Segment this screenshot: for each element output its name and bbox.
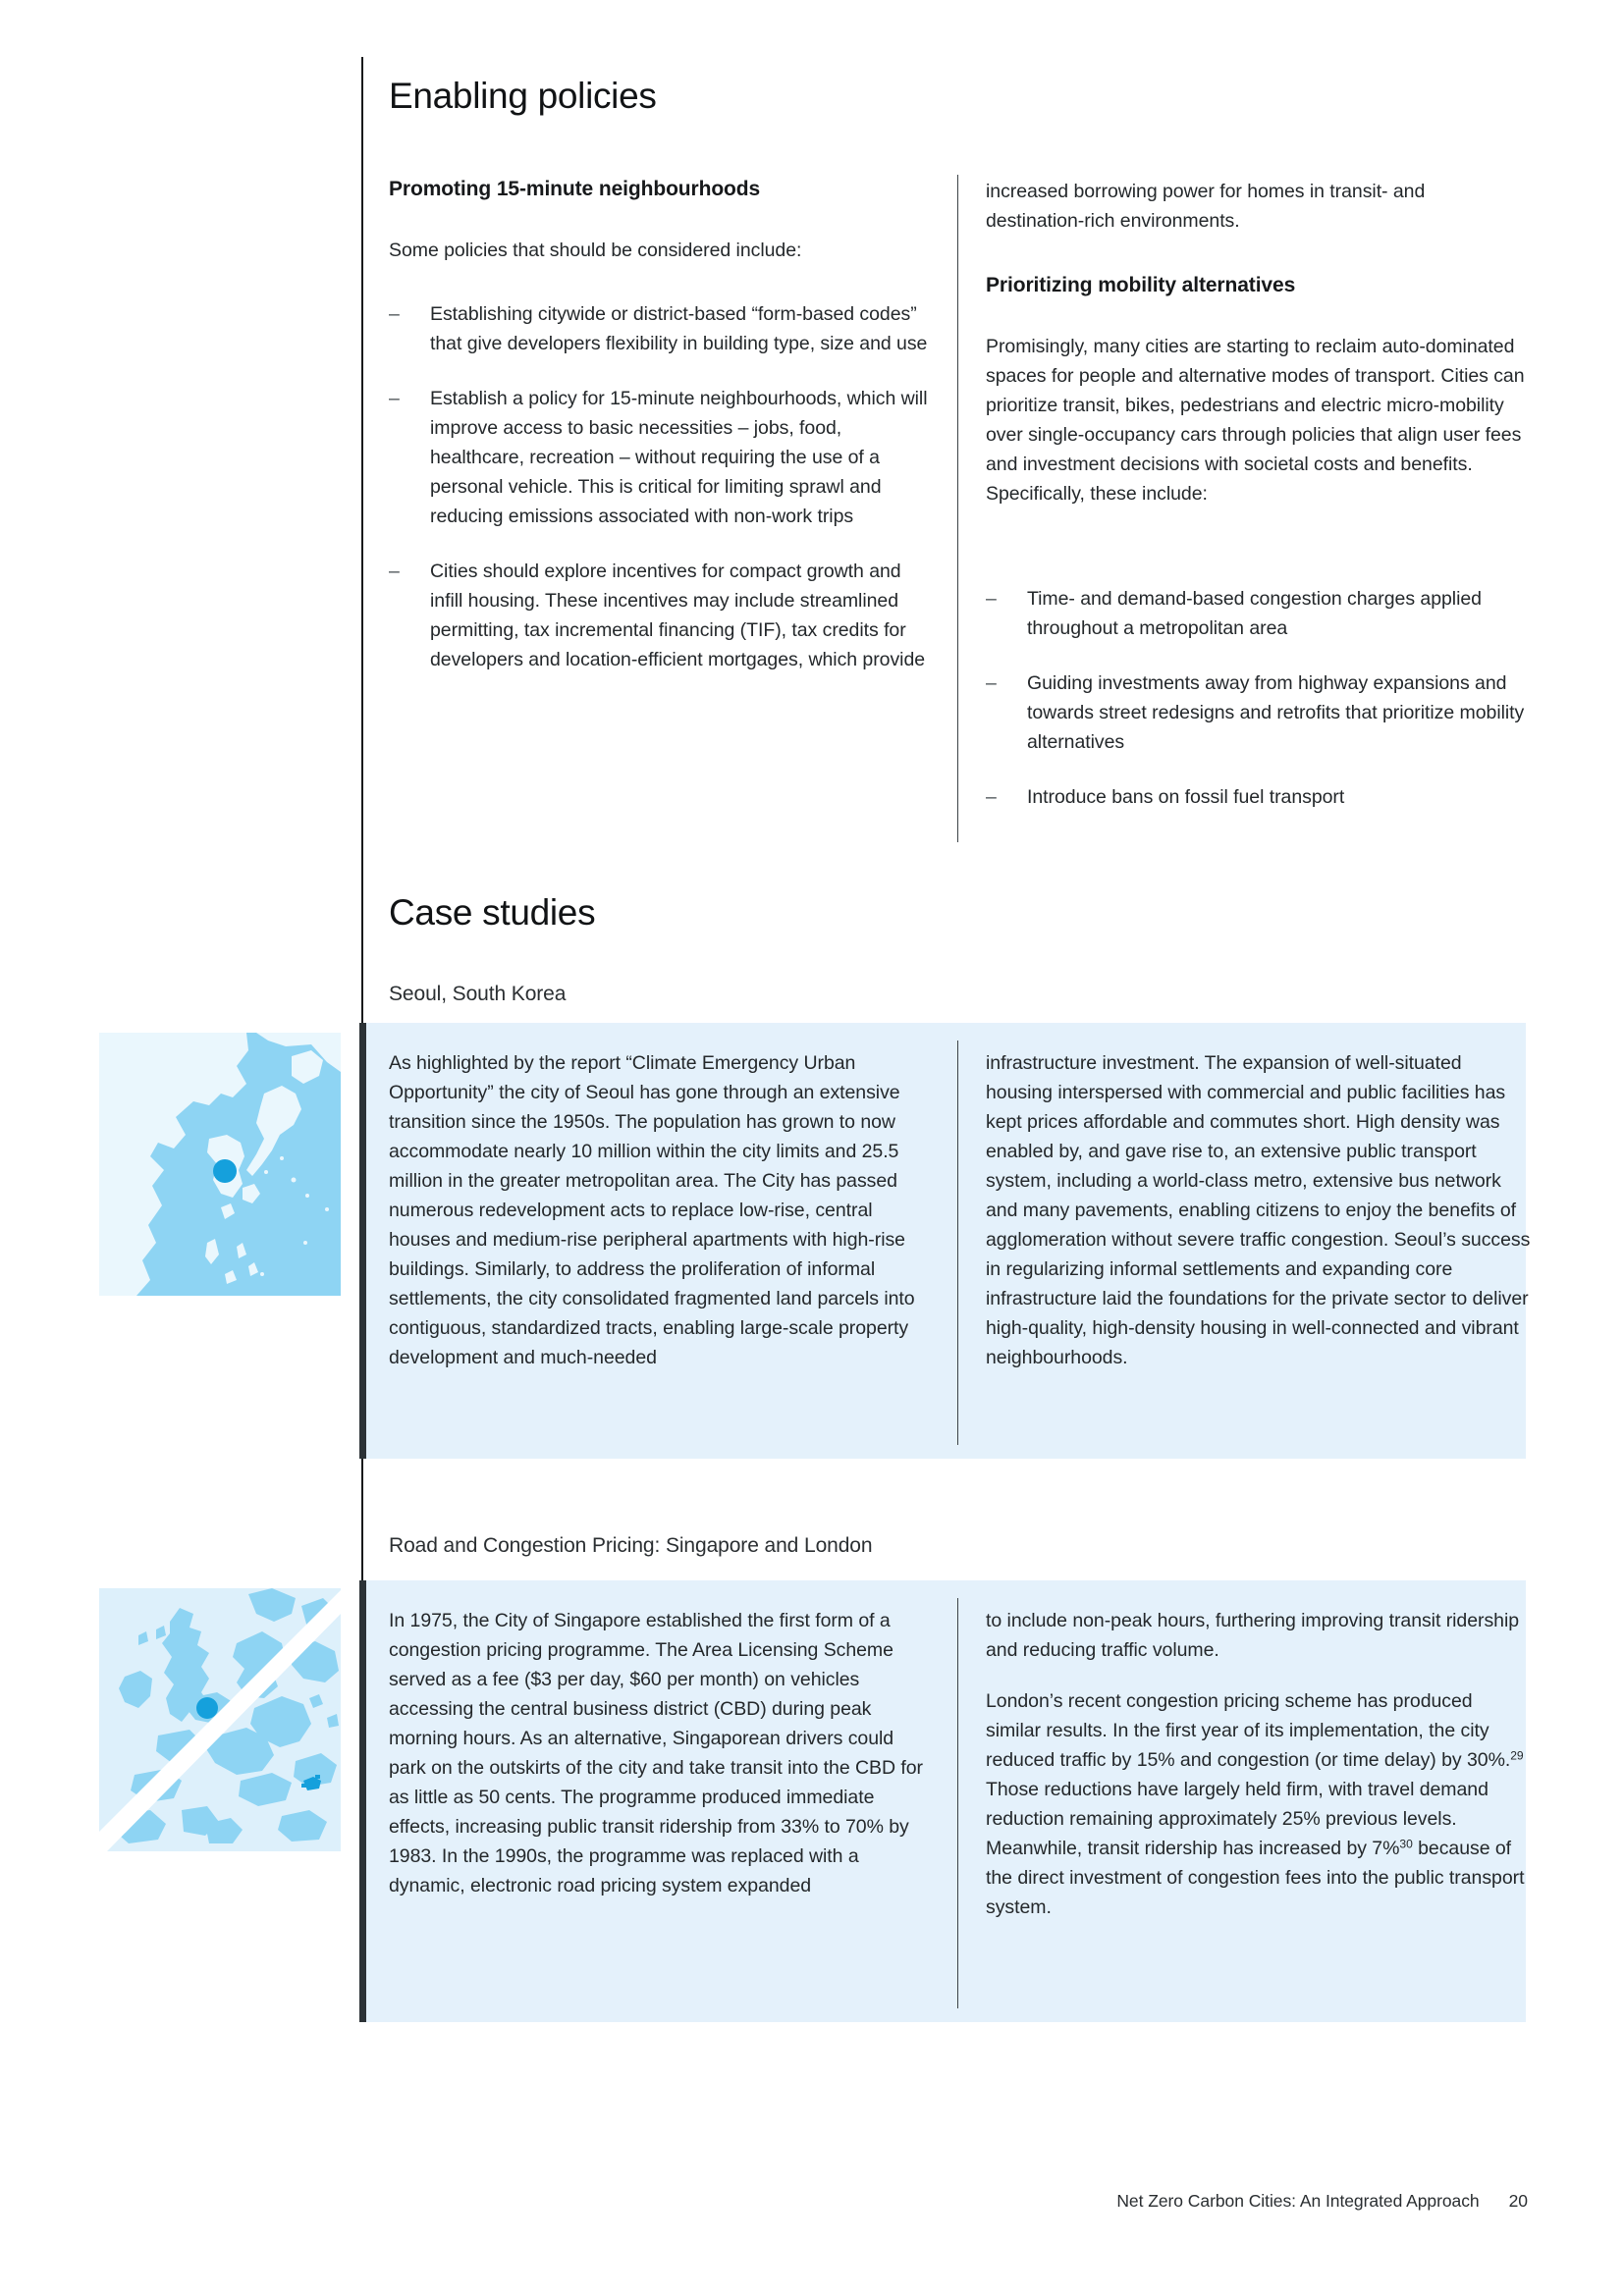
enabling-right-paragraph [986, 332, 1536, 508]
road-pricing-right-paragraph-2 [986, 1686, 1532, 1922]
dash-bullet-icon: – [986, 588, 997, 610]
list-item-text: Introduce bans on fossil fuel transport [1027, 786, 1345, 808]
seoul-right-paragraph: infrastructure investment. The expansion of well-situated housing interspersed with commercial and public facilities has kept prices affordable and commutes short. High density was enabled by, and gave rise to, an extensive public transport system, including a world-class metro, extensive bus network and many pavements, enabling citizens to enjoy the benefits of agglomeration without severe traffic congestion. Seoul’s success in regularizing informal settlements and expanding core infrastructure laid the foundations for the private sector to deliver high-quality, high-density housing in well-connected and vibrant neighbourhoods. [986, 1052, 1531, 1368]
subheading-seoul-south-korea: Seoul, South Korea [389, 983, 567, 1005]
dash-bullet-icon: – [389, 561, 400, 582]
list-item [986, 584, 1536, 643]
column-divider [957, 1598, 958, 2008]
list-item-text: Time- and demand-based congestion charges applied throughout a metropolitan area [1027, 588, 1482, 639]
enabling-right-bullet-list [986, 584, 1536, 812]
singapore-left-paragraph: In 1975, the City of Singapore established the first form of a congestion pricing programme. The Area Licensing Scheme served as a fee ($3 per day, $60 per month) on vehicles accessing the central business district (CBD) during peak morning hours. As an alternative, Singaporean drivers could park on the outskirts of the city and take transit into the CBD for as little as 50 cents. The programme produced immediate effects, increasing public transit ridership from 33% to 70% by 1983. In the 1990s, the programme was replaced with a dynamic, electronic road pricing system expanded [389, 1610, 924, 1896]
list-item [389, 299, 937, 358]
subheading-promoting-15-minute-neighbourhoods: Promoting 15-minute neighbourhoods [389, 178, 761, 200]
east-asia-map-svg [99, 1033, 341, 1296]
list-item-text: Establishing citywide or district-based “form-based codes” that give developers flexibility in building type, size and use [430, 303, 928, 354]
left-vertical-rule-seoul [359, 1023, 366, 1459]
seoul-right-text [986, 1048, 1532, 1372]
map-marker-london [196, 1697, 218, 1719]
list-item-text: Establish a policy for 15-minute neighbourhoods, which will improve access to basic necessities – jobs, food, healthcare, recreation – without requiring the use of a personal vehicle. This is critical for limiting sprawl and reducing emissions associated with non-work trips [430, 388, 928, 527]
dash-bullet-icon: – [986, 786, 997, 808]
footnote-ref-29: 29 [1510, 1748, 1524, 1763]
list-item-text: Guiding investments away from highway expansions and towards street redesigns and retrofits that prioritize mobility alternatives [1027, 672, 1525, 753]
list-item [389, 384, 937, 531]
column-divider [957, 1041, 958, 1445]
list-item [986, 668, 1536, 757]
column-divider [957, 175, 958, 842]
road-pricing-right-paragraph-1: to include non-peak hours, furthering improving transit ridership and reducing traffic volume. [986, 1610, 1520, 1661]
enabling-right-paragraph-text: Promisingly, many cities are starting to reclaim auto-dominated spaces for people and alternative modes of transport. Cities can prioritize transit, bikes, pedestrians and electric micro-mobility over single-occupancy cars through policies that align user fees and investment decisions with societal costs and benefits. Specifically, these include: [986, 336, 1525, 505]
subheading-prioritizing-mobility-alternatives: Prioritizing mobility alternatives [986, 274, 1296, 296]
enabling-left-intro [389, 236, 927, 265]
enabling-right-continuation [986, 177, 1528, 236]
section-heading-case-studies: Case studies [389, 892, 596, 933]
enabling-left-intro-text: Some policies that should be considered include: [389, 240, 802, 261]
singapore-left-text [389, 1606, 935, 1900]
list-item [389, 557, 937, 674]
footer-page-number: 20 [1508, 2191, 1528, 2211]
uk-singapore-split-map [99, 1588, 341, 1851]
subheading-road-and-congestion-pricing: Road and Congestion Pricing: Singapore and London [389, 1534, 873, 1557]
london-text-part-c: because of the direct investment of congestion fees into the public transport system. [986, 1838, 1525, 1918]
list-item [986, 782, 1536, 812]
east-asia-map-seoul [99, 1033, 341, 1296]
enabling-right-continuation-text: increased borrowing power for homes in transit- and destination-rich environments. [986, 181, 1426, 232]
list-item-text: Cities should explore incentives for compact growth and infill housing. These incentives may include streamlined permitting, tax incremental financing (TIF), tax credits for developers and location-efficient mortgages, which provide [430, 561, 926, 670]
london-text-part-b: Those reductions have largely held firm, with travel demand reduction remaining approximately 25% previous levels. Meanwhile, transit ridership has increased by 7% [986, 1779, 1489, 1859]
page-footer [1116, 2191, 1528, 2212]
left-vertical-rule-road-pricing [359, 1580, 366, 2022]
dash-bullet-icon: – [389, 303, 400, 325]
section-heading-enabling-policies: Enabling policies [389, 76, 657, 116]
seoul-left-text [389, 1048, 935, 1372]
footer-document-title: Net Zero Carbon Cities: An Integrated Approach [1116, 2191, 1480, 2211]
dash-bullet-icon: – [389, 388, 400, 409]
london-text-part-a: London’s recent congestion pricing scheme has produced similar results. In the first year of its implementation, the city reduced traffic by 15% and congestion (or time delay) by 30%. [986, 1690, 1511, 1771]
road-pricing-right-text [986, 1606, 1532, 1922]
uk-singapore-split-map-svg [99, 1588, 341, 1851]
seoul-left-paragraph: As highlighted by the report “Climate Emergency Urban Opportunity” the city of Seoul has gone through an extensive transition since the 1950s. The population has grown to now accommodate nearly 10 million within the city limits and 25.5 million in the greater metropolitan area. The City has passed numerous redevelopment acts to replace low-rise, central houses and medium-rise peripheral apartments with high-rise buildings. Similarly, to address the proliferation of informal settlements, the city consolidated fragmented land parcels into contiguous, standardized tracts, enabling large-scale property development and much-needed [389, 1052, 915, 1368]
enabling-left-bullet-list [389, 299, 937, 674]
dash-bullet-icon: – [986, 672, 997, 694]
footnote-ref-30: 30 [1399, 1837, 1413, 1851]
map-marker-seoul [213, 1159, 237, 1183]
